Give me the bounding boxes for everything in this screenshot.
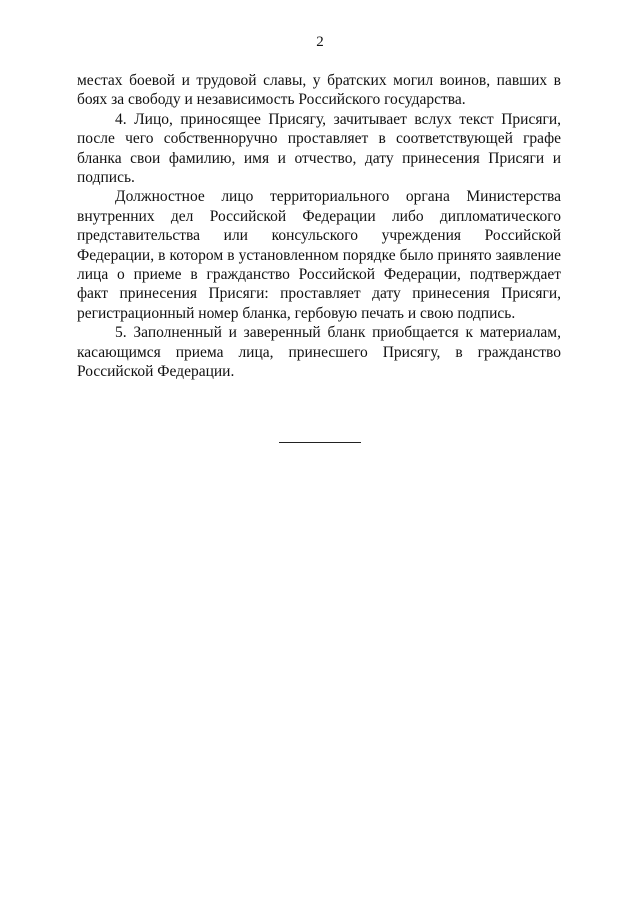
paragraph-official-confirmation: Должностное лицо территориального органа Министерства внутренних дел Российской Федерации либо дипломатического представительства или консульского учреждения Российской Федерации, в котором в установленном порядке было принято заявление лица о приеме в гражданство Российской Федерации, подтверждает факт принесения Присяги: проставляет дату принесения Присяги, регистрационный номер бланка, гербовую печать и свою подпись. (77, 188, 561, 322)
end-separator-line (279, 442, 361, 443)
paragraph-item-4: 4. Лицо, приносящее Присягу, зачитывает вслух текст Присяги, после чего собственноручно проставляет в соответствующей графе бланка свои фамилию, имя и отчество, дату принесения Присяги и подпись. (77, 110, 561, 187)
document-body (77, 71, 561, 382)
paragraph-item-5: 5. Заполненный и заверенный бланк приобщается к материалам, касающимся приема лица, принесшего Присягу, в гражданство Российской Федерации. (77, 324, 561, 381)
page-number: 2 (316, 34, 324, 50)
paragraph-continuation: местах боевой и трудовой славы, у братских могил воинов, павших в боях за свободу и независимость Российского государства. (77, 72, 561, 109)
